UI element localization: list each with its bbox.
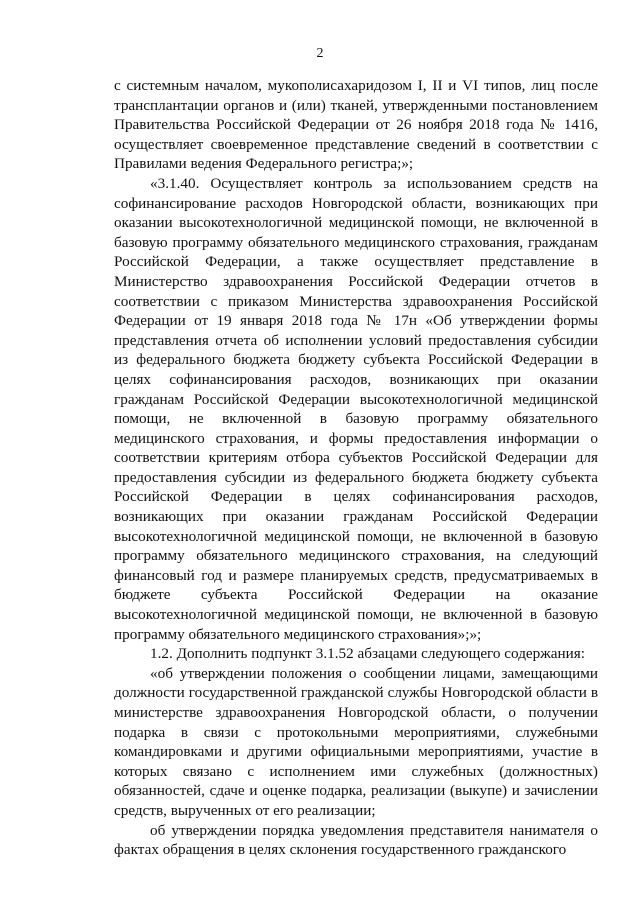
page-number: 2 (316, 46, 324, 61)
paragraph-register-continuation: с системным началом, мукополисахаридозом I, II и VI типов, лиц после трансплантации органов и (или) тканей, утвержденными постановлением Правительства Российской Федерации от 26 ноября 2018 года № 1416, осуществляет своевременное представление сведений в соответствии с Правилами ведения Федерального регистра;»; (114, 77, 598, 173)
document-body (114, 76, 598, 860)
paragraph-item-3-1-40: «3.1.40. Осуществляет контроль за использованием средств на софинансирование расходов Новгородской области, возникающих при оказании высокотехнологичной медицинской помощи, не включенной в базовую программу обязательного медицинского страхования, гражданам Российской Федерации, а также осуществляет представление в Министерство здравоохранения Российской Федерации отчетов в соответствии с приказом Министерства здравоохранения Российской Федерации от 19 января 2018 года № 17н «Об утверждении формы представления отчета об исполнении условий предоставления субсидии из федерального бюджета бюджету субъекта Российской Федерации в целях софинансирования расходов, возникающих при оказании гражданам Российской Федерации высокотехнологичной медицинской помощи, не включенной в базовую программу обязательного медицинского страхования, и формы предоставления информации о соответствии критериям отбора субъектов Российской Федерации для предоставления субсидии из федерального бюджета бюджету субъекта Российской Федерации в целях софинансирования расходов, возникающих при оказании гражданам Российской Федерации высокотехнологичной медицинской помощи, не включенной в базовую программу обязательного медицинского страхования, на следующий финансовый год и размере планируемых средств, предусматриваемых в бюджете субъекта Российской Федерации на оказание высокотехнологичной медицинской помощи, не включенной в базовую программу обязательного медицинского страхования»;»; (114, 174, 598, 643)
paragraph-item-1-2: 1.2. Дополнить подпункт 3.1.52 абзацами следующего содержания: (150, 645, 585, 663)
paragraph-gift-regulation: «об утверждении положения о сообщении лицами, замещающими должности государственной гражданской службы Новгородской области в министерстве здравоохранения Новгородской области, о получении подарка в связи с протокольными мероприятиями, служебными командировками и другими официальными мероприятиями, участие в которых связано с исполнением ими служебных (должностных) обязанностей, сдаче и оценке подарка, реализации (выкупе) и зачислении средств, вырученных от его реализации; (114, 664, 598, 819)
paragraph-notification-procedure: об утверждении порядка уведомления представителя нанимателя о фактах обращения в целях склонения государственного гражданского (114, 821, 598, 859)
